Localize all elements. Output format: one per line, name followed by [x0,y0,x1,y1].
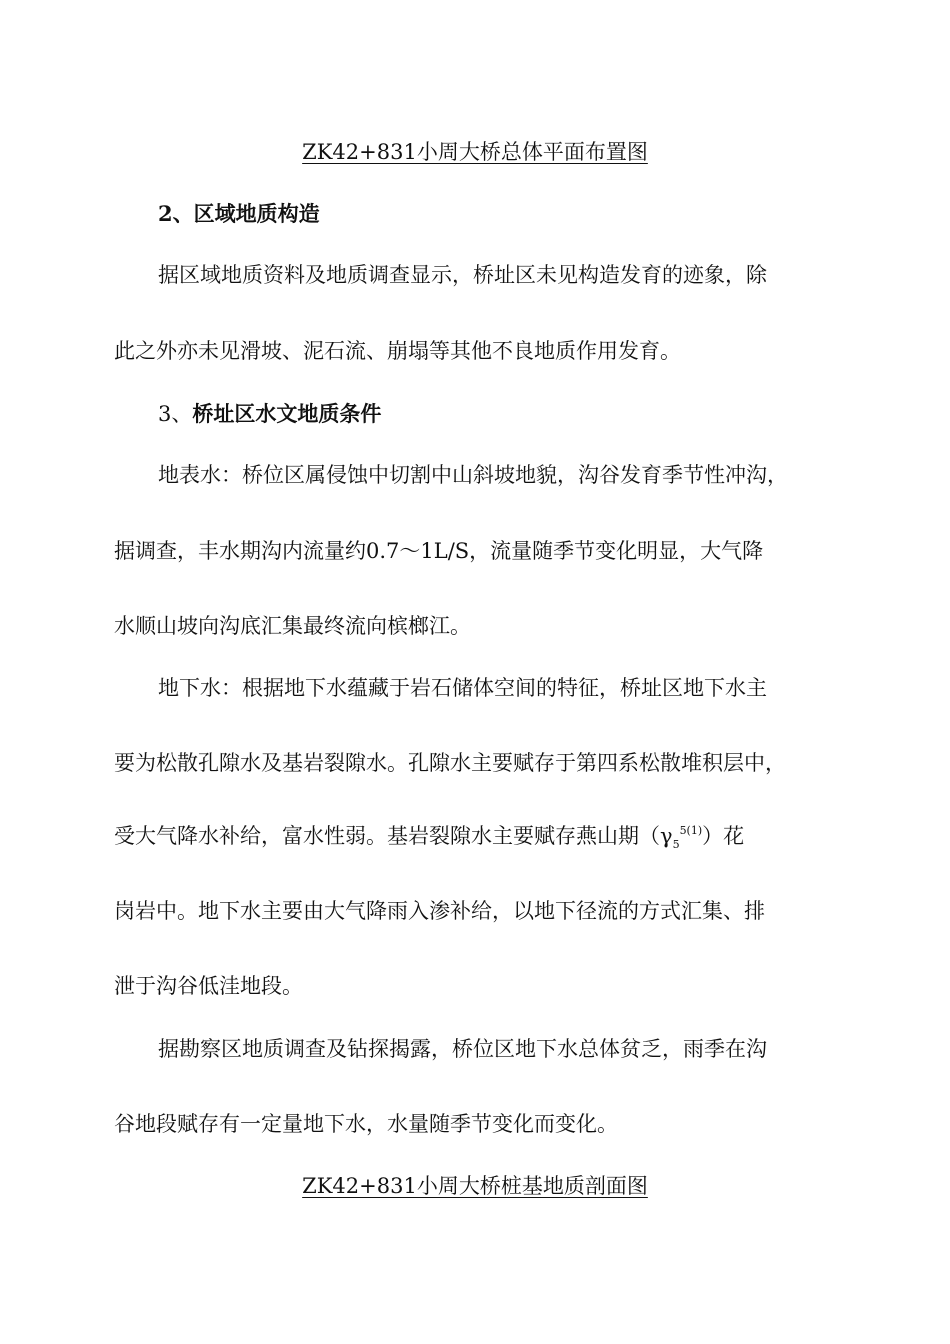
text-run: ）花 [702,824,745,848]
paragraph-line [114,822,744,850]
paragraph-line: 谷地段赋存有一定量地下水，水量随季节变化而变化。 [114,1112,618,1136]
superscript: 5(1) [679,824,703,837]
paragraph-line: 岗岩中。地下水主要由大气降雨入渗补给，以地下径流的方式汇集、排 [114,899,765,923]
paragraph-line: 要为松散孔隙水及基岩裂隙水。孔隙水主要赋存于第四系松散堆积层中， [114,751,786,775]
paragraph-line: 水顺山坡向沟底汇集最终流向槟榔江。 [114,614,471,638]
section-number: 2、 [158,201,194,226]
text-run: 受大气降水补给，富水性弱。基岩裂隙水主要赋存燕山期（γ [114,824,673,848]
section-number: 3、 [158,402,193,426]
paragraph-line: 泄于沟谷低洼地段。 [114,974,303,998]
paragraph-line: 据调查，丰水期沟内流量约0.7～1L/S，流量随季节变化明显，大气降 [114,539,764,563]
figure-caption-profile: ZK42+831小周大桥桩基地质剖面图 [302,1174,648,1198]
section-heading-hydrogeology [158,400,381,428]
section-heading-regional-structure [158,200,320,228]
paragraph-line: 据勘察区地质调查及钻探揭露，桥位区地下水总体贫乏，雨季在沟 [158,1037,767,1061]
paragraph-line: 地下水：根据地下水蕴藏于岩石储体空间的特征，桥址区地下水主 [158,676,767,700]
paragraph-line: 据区域地质资料及地质调查显示，桥址区未见构造发育的迹象，除 [158,263,767,287]
paragraph-line: 地表水：桥位区属侵蚀中切割中山斜坡地貌，沟谷发育季节性冲沟， [158,463,788,487]
section-title: 区域地质构造 [193,201,320,226]
section-title: 桥址区水文地质条件 [192,401,382,426]
subscript: 5 [672,838,680,851]
paragraph-line: 此之外亦未见滑坡、泥石流、崩塌等其他不良地质作用发育。 [114,339,681,363]
figure-caption-plan: ZK42+831小周大桥总体平面布置图 [302,140,648,164]
